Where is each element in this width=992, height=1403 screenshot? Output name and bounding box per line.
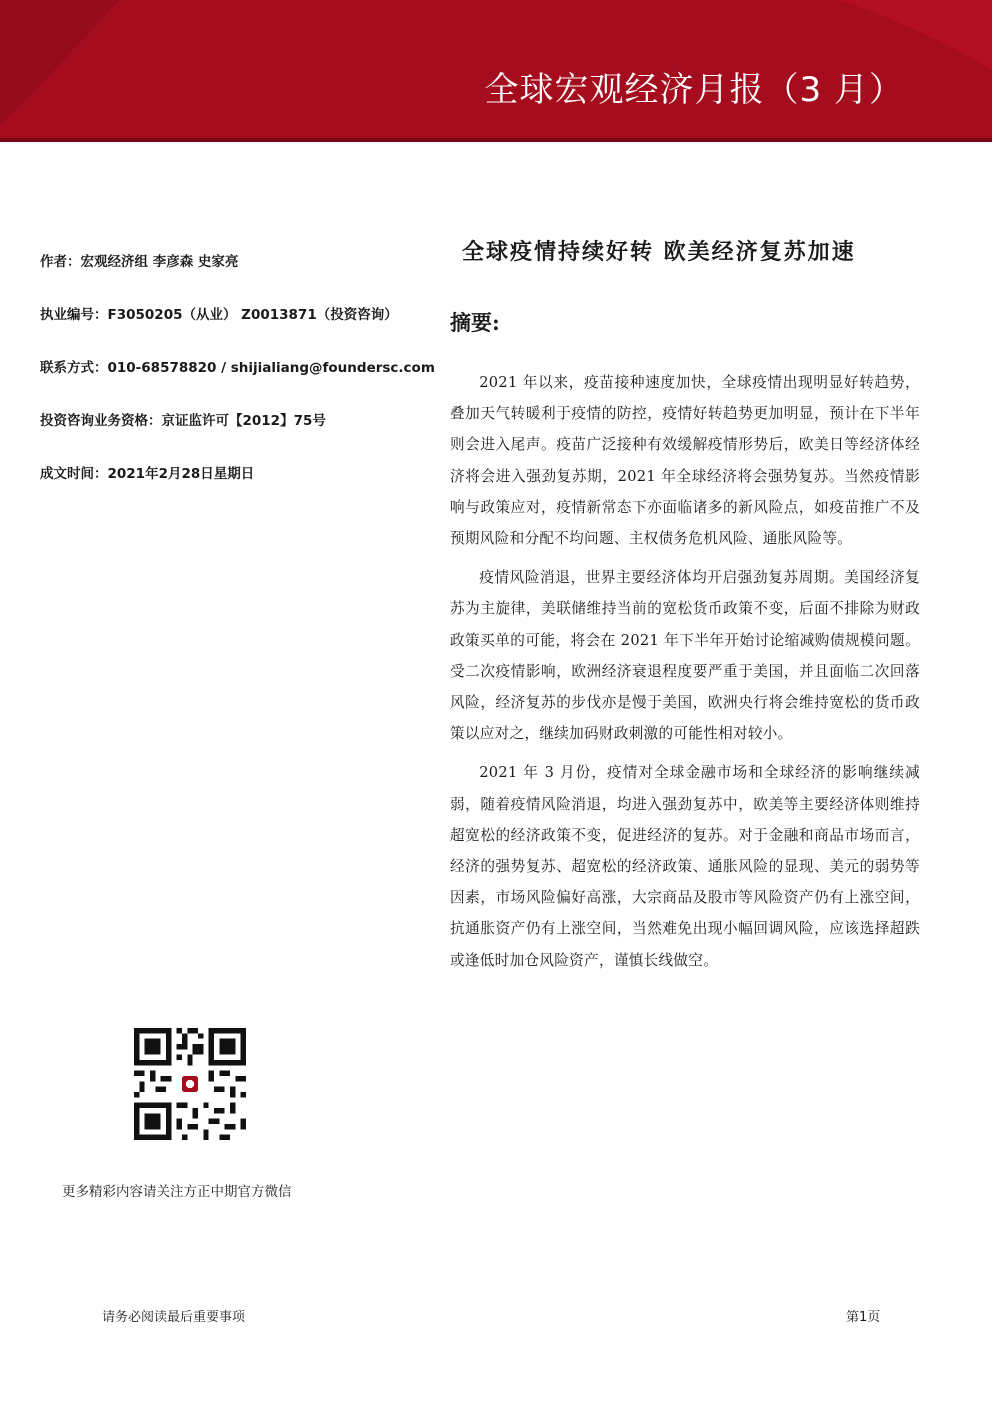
abstract-paragraph: 2021 年 3 月份，疫情对全球金融市场和全球经济的影响继续减弱，随着疫情风险消退，均进入强劲复苏中，欧美等主要经济体则维持超宽松的经济政策不变，促进经济的复苏。对于金融和商品市场而言，经济的强势复苏、超宽松的经济政策、通胀风险的显现、美元的弱势等因素，市场风险偏好高涨，大宗商品及股市等风险资产仍有上涨空间，抗通胀资产仍有上涨空间，当然难免出现小幅回调风险，应该选择超跌或逢低时加仓风险资产，谨慎长线做空。	[450, 764, 920, 969]
date-line: 成文时间：2021年2月28日星期日	[40, 466, 255, 482]
author-line: 作者：宏观经济组 李彦森 史家亮	[40, 254, 239, 270]
license-number-line: 执业编号：F3050205（从业） Z0013871（投资咨询）	[40, 307, 398, 323]
abstract-label: 摘要:	[450, 310, 500, 335]
abstract-paragraph: 疫情风险消退，世界主要经济体均开启强劲复苏周期。美国经济复苏为主旋律，美联储维持当前的宽松货币政策不变，后面不排除为财政政策买单的可能，将会在 2021 年下半年开始讨论缩减购债规模问题。受二次疫情影响，欧洲经济衰退程度要严重于美国，并且面临二次回落风险，经济复苏的步伐亦是慢于美国，欧洲央行将会维持宽松的货币政策以应对之，继续加码财政刺激的可能性相对较小。	[450, 569, 920, 743]
report-title: 全球宏观经济月报（3 月）	[484, 70, 904, 110]
abstract-body	[450, 367, 920, 984]
qr-code-image	[134, 1028, 246, 1140]
article-headline: 全球疫情持续好转 欧美经济复苏加速	[462, 239, 856, 265]
report-meta	[40, 250, 440, 515]
qualification-line: 投资咨询业务资格：京证监许可【2012】75号	[40, 413, 326, 429]
contact-line: 联系方式：010-68578820 / shijialiang@foundersc.com	[40, 360, 435, 376]
qr-caption: 更多精彩内容请关注方正中期官方微信	[62, 1184, 292, 1200]
footer-notice: 请务必阅读最后重要事项	[102, 1310, 246, 1325]
wechat-qr-code[interactable]	[134, 1028, 246, 1140]
page-number: 第1页	[846, 1310, 881, 1325]
abstract-paragraph: 2021 年以来，疫苗接种速度加快，全球疫情出现明显好转趋势，叠加天气转暖利于疫情的防控，疫情好转趋势更加明显，预计在下半年则会进入尾声。疫苗广泛接种有效缓解疫情形势后，欧美日等经济体经济将会进入强劲复苏期，2021 年全球经济将会强势复苏。当然疫情影响与政策应对，疫情新常态下亦面临诸多的新风险点，如疫苗推广不及预期风险和分配不均问题、主权债务危机风险、通胀风险等。	[450, 374, 920, 548]
header-banner	[0, 0, 992, 142]
